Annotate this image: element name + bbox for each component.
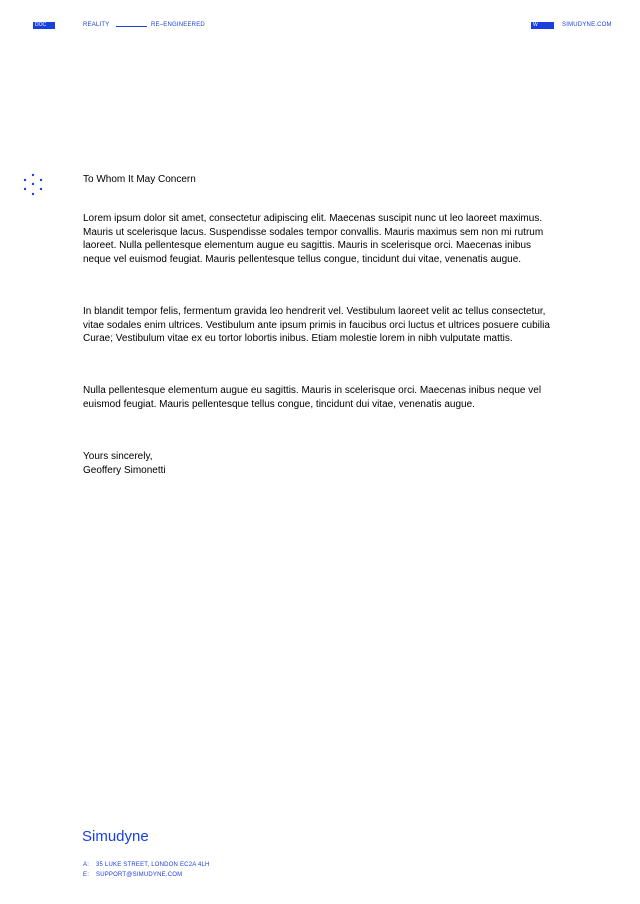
doc-tag: [33, 22, 55, 29]
greeting: To Whom It May Concern: [83, 174, 196, 185]
website-link[interactable]: SIMUDYNE.COM: [562, 22, 612, 28]
web-tag-label: W: [533, 22, 538, 28]
tagline-divider: [116, 26, 147, 27]
signature: Geoffery Simonetti: [83, 464, 166, 476]
closing-block: [83, 450, 553, 477]
address-line: [83, 862, 210, 868]
email-line: [83, 872, 182, 878]
doc-tag-label: DOC: [35, 22, 47, 28]
closing: Yours sincerely,: [83, 451, 153, 462]
paragraph-3: Nulla pellentesque elementum augue eu sagittis. Mauris in scelerisque orci. Maecenas inibus neque vel euismod feugiat. Mauris pellentesque tellus congue, tincidunt dui vitae, venenatis augue.: [83, 385, 542, 410]
email-key: E:: [83, 872, 90, 878]
paragraph-1: Lorem ipsum dolor sit amet, consectetur adipiscing elit. Maecenas suscipit nunc ut leo laoreet maximus. Mauris ut scelerisque lacus. Suspendisse sodales tempor convallis. Mauris maximus sem non mi rutrum laoreet. Nulla pellentesque elementum augue eu sagittis. Mauris in scelerisque orci. Maecenas inibus neque vel euismod feugiat. Mauris pellentesque tellus congue, tincidunt dui vitae, venenatis augue.: [83, 213, 544, 265]
tagline-left: REALITY: [83, 22, 110, 28]
address-key: A:: [83, 862, 90, 868]
paragraph-2: In blandit tempor felis, fermentum gravida leo hendrerit vel. Vestibulum laoreet velit ac tellus consectetur, vitae sodales enim ultrices. Vestibulum ante ipsum primis in faucibus orci luctus et ultrices posuere cubilia Curae; Vestibulum vitae ex eu tortor lobortis inibus. Etiam molestie lorem in nibh vulputate mattis.: [83, 306, 550, 344]
tagline-right: RE–ENGINEERED: [151, 22, 205, 28]
dots-logo-icon: [22, 173, 44, 197]
email-link[interactable]: SUPPORT@SIMUDYNE.COM: [96, 872, 183, 878]
address-value: 35 LUKE STREET, LONDON EC2A 4LH: [96, 862, 210, 868]
web-tag: [531, 22, 554, 29]
company-logo: Simudyne: [82, 828, 149, 845]
